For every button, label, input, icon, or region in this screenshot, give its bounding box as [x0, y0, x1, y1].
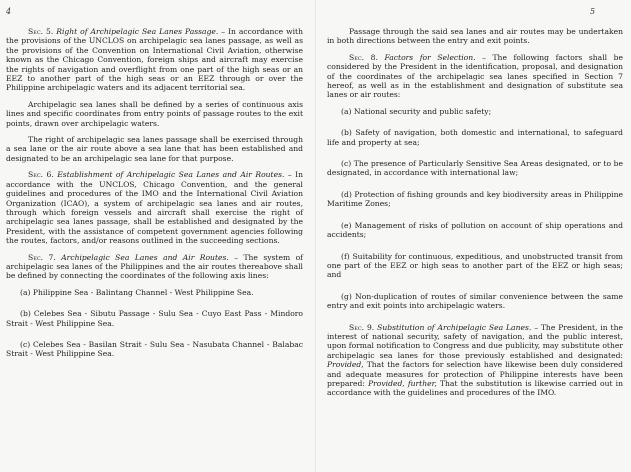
section-9-proviso-1: Provided,	[327, 360, 364, 370]
section-9-number: Sec. 9.	[349, 322, 375, 332]
section-5-title: Right of Archipelagic Sea Lanes Passage.	[56, 27, 219, 36]
section-7-body: – The system of archipelagic sea lanes of the Philippines and the air routes thereabove shall be defined by connecting the coordinates of the following axis lines:	[6, 252, 303, 281]
factor-item-g: (g) Non-duplication of routes of similar convenience between the same entry and exit points into archipelagic waters.	[327, 291, 623, 311]
factor-item-f: (f) Suitability for continuous, expeditious, and unobstructed transit from one part of the EEZ or high seas to another part of the EEZ or high seas; and	[327, 251, 623, 280]
section-7-paragraph	[6, 253, 303, 281]
factor-item-e: (e) Management of risks of pollution on account of ship operations and accidents;	[327, 220, 623, 240]
section-5-body: – In accordance with the provisions of the UNCLOS on archipelagic sea lanes passage, as well as the provisions of the Convention on International Civil Aviation, otherwise known as the Chicago Convention, foreign ships and aircraft may exercise the rights of navigation and overflight from one part of the high seas or an EEZ to another part of the high seas or an EEZ through or over the Philippine archipelagic waters and its adjacent territorial sea.	[6, 27, 303, 93]
section-5-paragraph	[6, 27, 303, 93]
section-6-title: Establishment of Archipelagic Sea Lanes and Air Routes.	[57, 170, 285, 180]
route-item-c: (c) Celebes Sea - Basilan Strait - Sulu Sea - Nasubata Channel - Balabac Strait - West Philippine Sea.	[6, 339, 303, 359]
sea-lanes-definition-paragraph: Archipelagic sea lanes shall be defined by a series of continuous axis lines and specific coordinates from entry points of passage routes to the exit points, drawn over archipelagic waters.	[6, 99, 303, 128]
section-9-paragraph	[327, 323, 623, 398]
section-9-proviso-2: Provided, further,	[368, 378, 437, 388]
left-page	[6, 27, 303, 371]
section-9-body-1: – The President, in the interest of national security, safety of navigation, and the public interest, upon formal notification to Congress and due publicity, may substitute other archipelagic sea lanes for those previously established and designated:	[327, 322, 623, 360]
route-item-a: (a) Philippine Sea - Balintang Channel - West Philippine Sea.	[20, 287, 254, 297]
factor-item-b: (b) Safety of navigation, both domestic and international, to safeguard life and property at sea;	[327, 128, 623, 147]
section-7-title: Archipelagic Sea Lanes and Air Routes.	[61, 252, 229, 262]
passage-directions-paragraph: Passage through the said sea lanes and air routes may be undertaken in both directions between the entry and exit points.	[327, 27, 623, 46]
section-8-title: Factors for Selection.	[384, 52, 476, 62]
section-8-body: – The following factors shall be considered by the President in the identification, proposal, and designation of the coordinates of the archipelagic sea lanes specified in Section 7 hereof, as well as in the establishment and designation of substitute sea lanes or air routes:	[327, 52, 623, 100]
section-9-body-2: That the factors for selection have likewise been duly considered and adequate measures for protection of Philippine interests have been prepared:	[327, 360, 623, 388]
section-8-number: Sec. 8.	[349, 52, 378, 62]
left-page-number: 4	[6, 7, 12, 16]
section-9-title: Substitution of Archipelagic Sea Lanes.	[377, 322, 532, 332]
section-5-number: Sec. 5.	[28, 27, 54, 36]
factor-item-c: (c) The presence of Particularly Sensitive Sea Areas designated, or to be designated, in accordance with international law;	[327, 159, 623, 178]
factor-item-a: (a) National security and public safety;	[341, 106, 492, 116]
right-page-number: 5	[590, 7, 596, 16]
route-item-b: (b) Celebes Sea - Sibutu Passage - Sulu Sea - Cuyo East Pass - Mindoro Strait - West Philippine Sea.	[6, 309, 303, 328]
section-6-number: Sec. 6.	[28, 170, 54, 180]
section-6-paragraph	[6, 170, 303, 245]
section-7-number: Sec. 7.	[28, 252, 56, 262]
section-8-paragraph	[327, 53, 623, 100]
section-6-body: – In accordance with the UNCLOS, Chicago Convention, and the general guidelines and procedures of the IMO and the International Civil Aviation Organization (ICAO), a system of archipelagic sea lanes and air routes, through which foreign vessels and aircraft shall exercise the right of archipelagic sea lanes passage, shall be established and designated by the President, with the assistance of competent government agencies following the routes, factors, and/or reasons outlined in the succeeding sections.	[6, 170, 303, 246]
factor-item-d: (d) Protection of fishing grounds and key biodiversity areas in Philippine Maritime Zones;	[327, 189, 623, 209]
right-page	[327, 27, 623, 405]
page-fold-divider	[315, 0, 316, 472]
passage-right-paragraph: The right of archipelagic sea lanes passage shall be exercised through a sea lane or the air route above a sea lane that has been established and designated to be an archipelagic sea lane for that purpose.	[6, 135, 303, 163]
section-9-body-3: That the substitution is likewise carried out in accordance with the guidelines and procedures of the IMO.	[327, 378, 623, 398]
